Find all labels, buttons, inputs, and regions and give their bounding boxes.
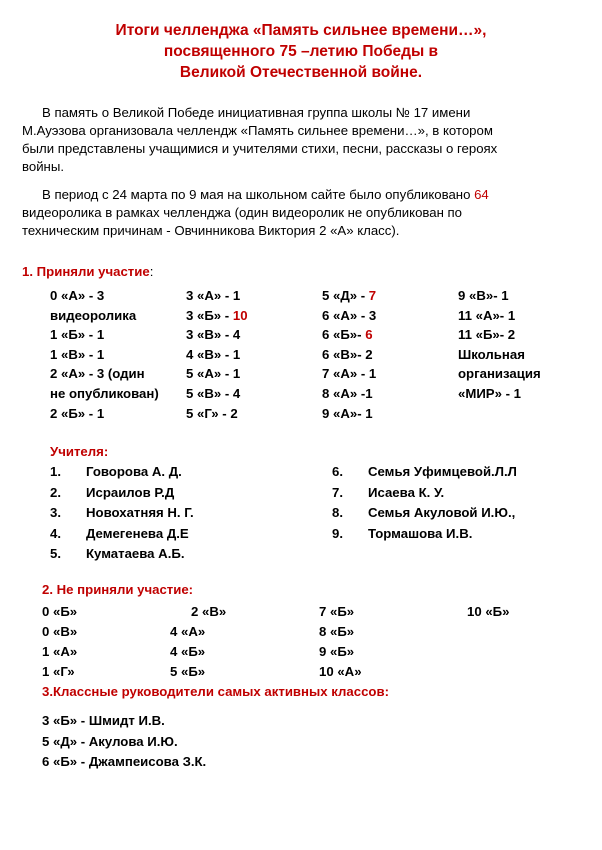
teacher-number: 3. xyxy=(50,505,61,520)
not-participated-item: 7 «Б» xyxy=(319,604,355,619)
class-entry xyxy=(186,306,248,326)
class-entry: не опубликован) xyxy=(50,385,159,401)
class-entry: 11 «А»- 1 xyxy=(458,307,516,323)
class-entry: 2 «А» - 3 (один xyxy=(50,366,145,382)
class-entry xyxy=(322,325,376,345)
teacher-number: 8. xyxy=(332,505,343,520)
teacher-item xyxy=(50,544,194,565)
not-participated-item: 1 «А» xyxy=(42,644,78,659)
teacher-number: 4. xyxy=(50,525,61,541)
teacher-number: 2. xyxy=(50,484,61,500)
section-2-heading: 2. Не приняли участие: xyxy=(42,582,194,597)
teacher-item xyxy=(50,524,194,545)
intro-line: видеоролика в рамках челленджа (один видеоролик не опубликован по xyxy=(22,205,463,220)
intro-line xyxy=(22,186,567,204)
class-leader-item: 5 «Д» - Акулова И.Ю. xyxy=(42,733,178,749)
class-label: 3 «Б» - xyxy=(186,307,233,323)
class-entry: «МИР» - 1 xyxy=(458,385,521,401)
class-entry: 3 «А» - 1 xyxy=(186,288,241,303)
teacher-name: Куматаева А.Б. xyxy=(86,546,185,561)
section-3-heading: 3.Классные руководители самых активных классов: xyxy=(42,684,389,699)
teacher-item xyxy=(332,462,517,483)
section-1-colon: : xyxy=(149,264,154,279)
class-entry: 6 «В»- 2 xyxy=(322,346,373,362)
intro-line: войны. xyxy=(22,159,64,174)
not-participated-item: 0 «Б» xyxy=(42,604,78,619)
class-entry: 6 «А» - 3 xyxy=(322,307,377,323)
class-entry: 5 «В» - 4 xyxy=(186,385,241,401)
class-entry: 1 «В» - 1 xyxy=(50,346,105,362)
participated-column-2 xyxy=(186,286,248,423)
teacher-item xyxy=(332,483,517,504)
class-leader-item: 3 «Б» - Шмидт И.В. xyxy=(42,713,165,728)
intro-line: были представлены учащимися и учителями стихи, песни, рассказы о героях xyxy=(22,141,498,156)
not-participated-item: 10 «А» xyxy=(319,664,362,679)
class-entry: Школьная xyxy=(458,346,525,362)
video-count: 64 xyxy=(474,187,489,202)
intro-text: В период с 24 марта по 9 мая на школьном сайте было опубликовано xyxy=(42,187,475,202)
not-participated-item: 4 «Б» xyxy=(170,644,206,659)
teacher-item xyxy=(50,462,194,483)
class-entry: 3 «В» - 4 xyxy=(186,327,241,343)
participated-column-3 xyxy=(322,286,376,423)
teacher-number: 7. xyxy=(332,484,343,500)
intro-line: В память о Великой Победе инициативная группа школы № 17 имени xyxy=(42,105,471,120)
not-participated-item: 5 «Б» xyxy=(170,664,206,679)
class-entry: 1 «Б» - 1 xyxy=(50,327,105,343)
class-entry: 9 «А»- 1 xyxy=(322,405,373,421)
teacher-name: Демегенева Д.Е xyxy=(86,525,189,541)
class-entry: 4 «В» - 1 xyxy=(186,346,241,362)
section-1-title: . Приняли участие xyxy=(29,264,150,279)
not-participated-item: 8 «Б» xyxy=(319,624,355,639)
teacher-item xyxy=(332,524,517,545)
class-entry: организация xyxy=(458,366,541,382)
class-label: 6 «Б»- xyxy=(322,327,366,343)
class-entry: 9 «В»- 1 xyxy=(458,288,509,303)
class-entry: 2 «Б» - 1 xyxy=(50,405,105,421)
teacher-number: 5. xyxy=(50,546,61,561)
class-entry: 5 «А» - 1 xyxy=(186,366,241,382)
class-entry xyxy=(322,286,376,306)
title-line-3: Великой Отечественной войне. xyxy=(179,64,423,81)
teacher-item xyxy=(50,503,194,524)
teacher-name: Исаева К. У. xyxy=(368,484,445,500)
class-label: 5 «Д» - xyxy=(322,288,369,303)
teacher-item xyxy=(50,483,194,504)
class-entry: видеоролика xyxy=(50,307,137,323)
teacher-number: 6. xyxy=(332,464,343,479)
not-participated-item: 1 «Г» xyxy=(42,664,75,679)
teacher-name: Тормашова И.В. xyxy=(368,525,473,541)
teachers-list-right xyxy=(332,462,517,544)
class-leader-item: 6 «Б» - Джампеисова З.К. xyxy=(42,754,207,769)
teacher-name: Семья Уфимцевой.Л.Л xyxy=(368,464,517,479)
section-1-number: 1 xyxy=(22,264,30,279)
intro-line: техническим причинам - Овчинникова Виктория 2 «А» класс). xyxy=(22,223,400,238)
class-leaders-list xyxy=(42,711,206,773)
teacher-name: Новохатняя Н. Г. xyxy=(86,505,194,520)
intro-paragraph-2 xyxy=(22,186,567,240)
class-entry: 8 «А» -1 xyxy=(322,385,373,401)
title-line-2: посвященного 75 –летию Победы в xyxy=(163,43,439,60)
not-participated-item: 0 «В» xyxy=(42,624,78,639)
class-count-highlight: 10 xyxy=(232,307,248,323)
teacher-item xyxy=(332,503,517,524)
class-count-highlight: 6 xyxy=(365,327,373,343)
class-count-highlight: 7 xyxy=(368,288,377,303)
participated-column-1 xyxy=(50,286,159,423)
teachers-heading: Учителя: xyxy=(50,444,109,459)
teacher-name: Семья Акуловой И.Ю., xyxy=(368,505,516,520)
class-entry: 5 «Г» - 2 xyxy=(186,405,238,421)
participated-column-4 xyxy=(458,286,541,404)
teacher-name: Говорова А. Д. xyxy=(86,464,182,479)
teacher-name: Исраилов Р.Д xyxy=(86,484,175,500)
not-participated-item: 4 «А» xyxy=(170,624,206,639)
class-entry: 0 «А» - 3 xyxy=(50,288,105,303)
intro-line: М.Ауэзова организовала челлендж «Память сильнее времени…», в котором xyxy=(22,123,493,138)
not-participated-item: 2 «В» xyxy=(191,604,227,619)
intro-paragraph-1 xyxy=(22,104,567,176)
not-participated-item: 9 «Б» xyxy=(319,644,355,659)
teacher-number: 9. xyxy=(332,525,343,541)
teacher-number: 1. xyxy=(50,464,61,479)
not-participated-item: 10 «Б» xyxy=(467,604,510,619)
title-line-1: Итоги челленджа «Память сильнее времени…», xyxy=(115,22,487,39)
teachers-list-left xyxy=(50,462,194,565)
class-entry: 7 «А» - 1 xyxy=(322,366,377,382)
class-entry: 11 «Б»- 2 xyxy=(458,327,516,343)
section-1-heading xyxy=(22,264,153,279)
document-title xyxy=(0,20,602,83)
